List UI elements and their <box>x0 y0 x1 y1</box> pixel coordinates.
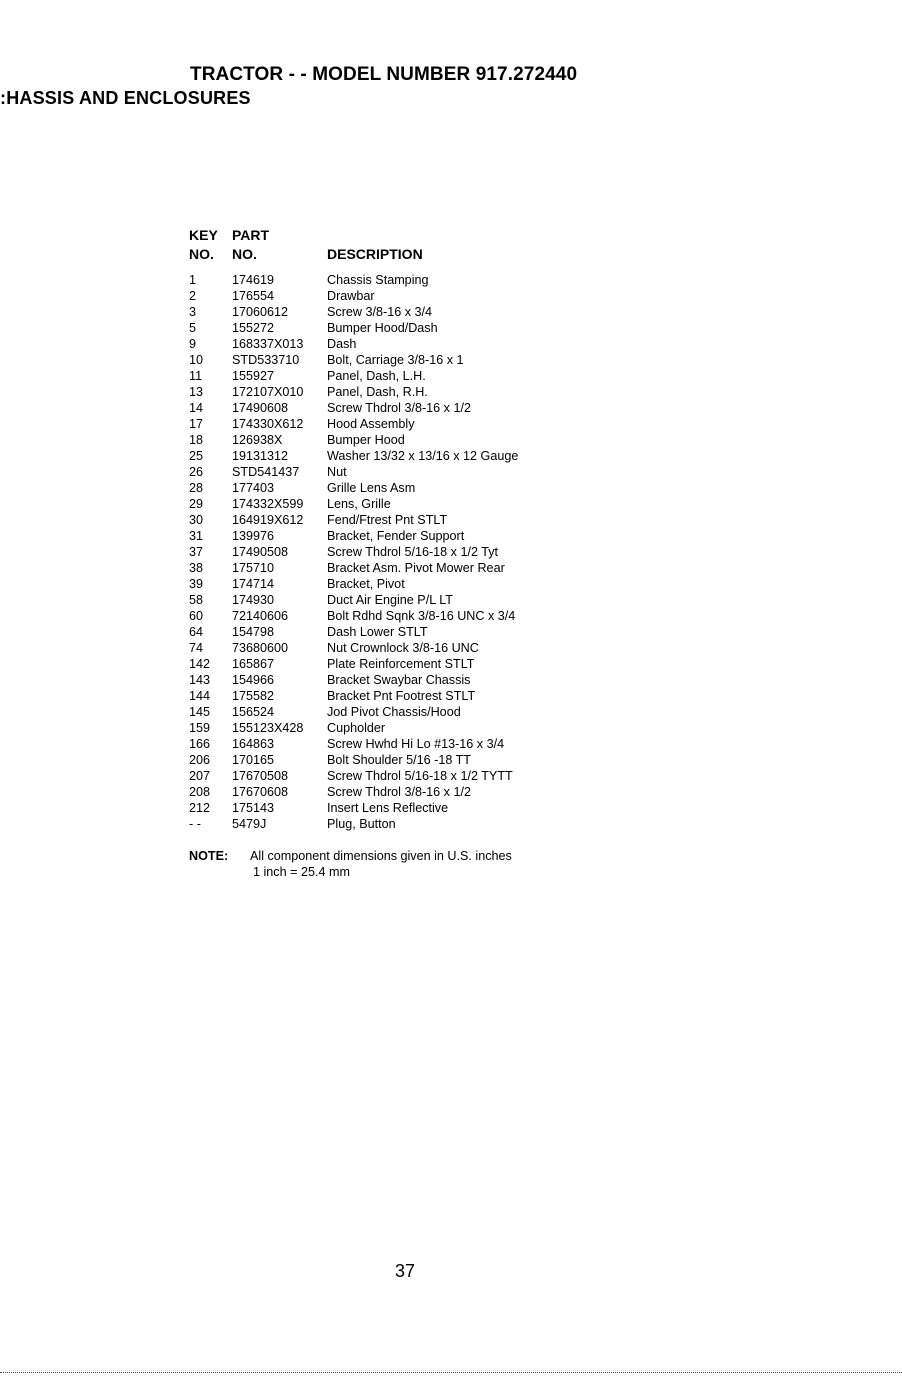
part-number: 172107X010 <box>232 385 304 399</box>
part-number: 174332X599 <box>232 497 304 511</box>
part-description: Nut Crownlock 3/8-16 UNC <box>327 641 479 655</box>
parts-row <box>188 368 608 384</box>
key-number: 145 <box>189 705 211 719</box>
part-description: Cupholder <box>327 721 386 735</box>
part-number: 154966 <box>232 673 275 687</box>
part-description: Jod Pivot Chassis/Hood <box>327 705 461 719</box>
part-column-header-line1: PART <box>232 227 270 243</box>
parts-row <box>188 768 608 784</box>
parts-row <box>188 688 608 704</box>
bottom-divider <box>0 1372 902 1373</box>
part-number: 177403 <box>232 481 275 495</box>
key-number: 13 <box>189 385 204 399</box>
parts-row <box>188 816 608 832</box>
parts-row <box>188 544 608 560</box>
key-number: 1 <box>189 273 197 287</box>
key-number: 144 <box>189 689 211 703</box>
part-number: 155123X428 <box>232 721 304 735</box>
part-description: Bracket Asm. Pivot Mower Rear <box>327 561 505 575</box>
part-number: 155927 <box>232 369 275 383</box>
parts-row <box>188 288 608 304</box>
part-description: Lens, Grille <box>327 497 391 511</box>
part-description: Plug, Button <box>327 817 396 831</box>
part-description: Chassis Stamping <box>327 273 429 287</box>
part-description: Bumper Hood <box>327 433 405 447</box>
key-number: 17 <box>189 417 204 431</box>
part-number: STD541437 <box>232 465 300 479</box>
part-number: 175582 <box>232 689 275 703</box>
parts-row <box>188 640 608 656</box>
part-number: 174714 <box>232 577 275 591</box>
part-number: 174619 <box>232 273 275 287</box>
part-description: Screw Thdrol 5/16-18 x 1/2 Tyt <box>327 545 499 559</box>
part-number: 175710 <box>232 561 275 575</box>
key-number: 166 <box>189 737 211 751</box>
part-description: Bracket, Fender Support <box>327 529 465 543</box>
part-description: Bolt Rdhd Sqnk 3/8-16 UNC x 3/4 <box>327 609 516 623</box>
part-number: 126938X <box>232 433 283 447</box>
part-number: 5479J <box>232 817 267 831</box>
key-number: 207 <box>189 769 211 783</box>
part-number: 155272 <box>232 321 275 335</box>
description-column-header: DESCRIPTION <box>327 246 423 262</box>
parts-row <box>188 624 608 640</box>
key-number: 14 <box>189 401 204 415</box>
part-number: 17670508 <box>232 769 289 783</box>
parts-row <box>188 272 608 288</box>
parts-row <box>188 800 608 816</box>
parts-row <box>188 576 608 592</box>
page-title: TRACTOR - - MODEL NUMBER 917.272440 <box>190 64 578 85</box>
parts-row <box>188 400 608 416</box>
key-number: 38 <box>189 561 204 575</box>
part-number: STD533710 <box>232 353 300 367</box>
part-description: Dash <box>327 337 357 351</box>
part-number: 17670608 <box>232 785 289 799</box>
key-number: 37 <box>189 545 204 559</box>
parts-row <box>188 416 608 432</box>
key-number: 3 <box>189 305 197 319</box>
key-number: 142 <box>189 657 211 671</box>
parts-row <box>188 384 608 400</box>
part-description: Nut <box>327 465 347 479</box>
parts-row <box>188 736 608 752</box>
key-number: - - <box>189 817 201 831</box>
key-number: 64 <box>189 625 204 639</box>
part-number: 139976 <box>232 529 275 543</box>
part-description: Screw Thdrol 3/8-16 x 1/2 <box>327 401 471 415</box>
note-text-line1: All component dimensions given in U.S. inches <box>250 849 512 863</box>
part-description: Plate Reinforcement STLT <box>327 657 475 671</box>
note-text-line2: 1 inch = 25.4 mm <box>253 865 350 879</box>
part-column-header-line2: NO. <box>232 246 257 262</box>
part-description: Duct Air Engine P/L LT <box>327 593 453 607</box>
part-description: Panel, Dash, L.H. <box>327 369 426 383</box>
key-number: 25 <box>189 449 204 463</box>
parts-row <box>188 448 608 464</box>
part-number: 73680600 <box>232 641 289 655</box>
parts-row <box>188 496 608 512</box>
part-description: Bumper Hood/Dash <box>327 321 438 335</box>
parts-row <box>188 752 608 768</box>
key-number: 31 <box>189 529 204 543</box>
part-number: 17490608 <box>232 401 289 415</box>
part-description: Hood Assembly <box>327 417 415 431</box>
key-column-header-line1: KEY <box>189 227 218 243</box>
parts-row <box>188 512 608 528</box>
key-number: 18 <box>189 433 204 447</box>
parts-row <box>188 528 608 544</box>
key-number: 26 <box>189 465 204 479</box>
part-description: Grille Lens Asm <box>327 481 416 495</box>
key-number: 212 <box>189 801 211 815</box>
key-number: 58 <box>189 593 204 607</box>
part-description: Bracket, Pivot <box>327 577 405 591</box>
part-number: 168337X013 <box>232 337 304 351</box>
part-description: Screw 3/8-16 x 3/4 <box>327 305 432 319</box>
part-description: Bracket Swaybar Chassis <box>327 673 471 687</box>
key-number: 11 <box>189 369 203 383</box>
part-description: Dash Lower STLT <box>327 625 428 639</box>
part-number: 72140606 <box>232 609 289 623</box>
parts-row <box>188 352 608 368</box>
part-description: Drawbar <box>327 289 375 303</box>
part-description: Screw Thdrol 5/16-18 x 1/2 TYTT <box>327 769 513 783</box>
part-number: 17060612 <box>232 305 289 319</box>
key-column-header-line2: NO. <box>189 246 214 262</box>
key-number: 9 <box>189 337 197 351</box>
parts-row <box>188 320 608 336</box>
key-number: 29 <box>189 497 204 511</box>
part-description: Screw Hwhd Hi Lo #13-16 x 3/4 <box>327 737 505 751</box>
part-description: Bolt Shoulder 5/16 -18 TT <box>327 753 471 767</box>
part-number: 154798 <box>232 625 275 639</box>
part-number: 174330X612 <box>232 417 304 431</box>
part-number: 176554 <box>232 289 275 303</box>
part-number: 164863 <box>232 737 275 751</box>
key-number: 208 <box>189 785 211 799</box>
part-description: Screw Thdrol 3/8-16 x 1/2 <box>327 785 471 799</box>
key-number: 2 <box>189 289 197 303</box>
part-number: 165867 <box>232 657 275 671</box>
part-number: 175143 <box>232 801 275 815</box>
part-description: Bolt, Carriage 3/8-16 x 1 <box>327 353 464 367</box>
parts-row <box>188 304 608 320</box>
parts-row <box>188 672 608 688</box>
part-number: 19131312 <box>232 449 289 463</box>
part-description: Panel, Dash, R.H. <box>327 385 428 399</box>
parts-row <box>188 784 608 800</box>
part-description: Insert Lens Reflective <box>327 801 449 815</box>
parts-row <box>188 608 608 624</box>
part-description: Bracket Pnt Footrest STLT <box>327 689 476 703</box>
key-number: 206 <box>189 753 211 767</box>
key-number: 5 <box>189 321 197 335</box>
note-label: NOTE: <box>189 849 229 863</box>
key-number: 60 <box>189 609 204 623</box>
key-number: 28 <box>189 481 204 495</box>
key-number: 39 <box>189 577 204 591</box>
parts-row <box>188 480 608 496</box>
key-number: 159 <box>189 721 211 735</box>
part-number: 170165 <box>232 753 275 767</box>
parts-row <box>188 464 608 480</box>
key-number: 10 <box>189 353 204 367</box>
part-description: Washer 13/32 x 13/16 x 12 Gauge <box>327 449 519 463</box>
parts-row <box>188 720 608 736</box>
parts-row <box>188 704 608 720</box>
parts-row <box>188 560 608 576</box>
part-number: 156524 <box>232 705 275 719</box>
parts-row <box>188 656 608 672</box>
key-number: 30 <box>189 513 204 527</box>
section-heading: :HASSIS AND ENCLOSURES <box>0 88 251 108</box>
parts-list <box>188 272 608 832</box>
part-number: 164919X612 <box>232 513 304 527</box>
part-number: 174930 <box>232 593 275 607</box>
part-number: 17490508 <box>232 545 289 559</box>
parts-row <box>188 432 608 448</box>
part-description: Fend/Ftrest Pnt STLT <box>327 513 448 527</box>
parts-row <box>188 336 608 352</box>
page-number: 37 <box>395 1261 416 1281</box>
parts-row <box>188 592 608 608</box>
key-number: 74 <box>189 641 204 655</box>
key-number: 143 <box>189 673 211 687</box>
